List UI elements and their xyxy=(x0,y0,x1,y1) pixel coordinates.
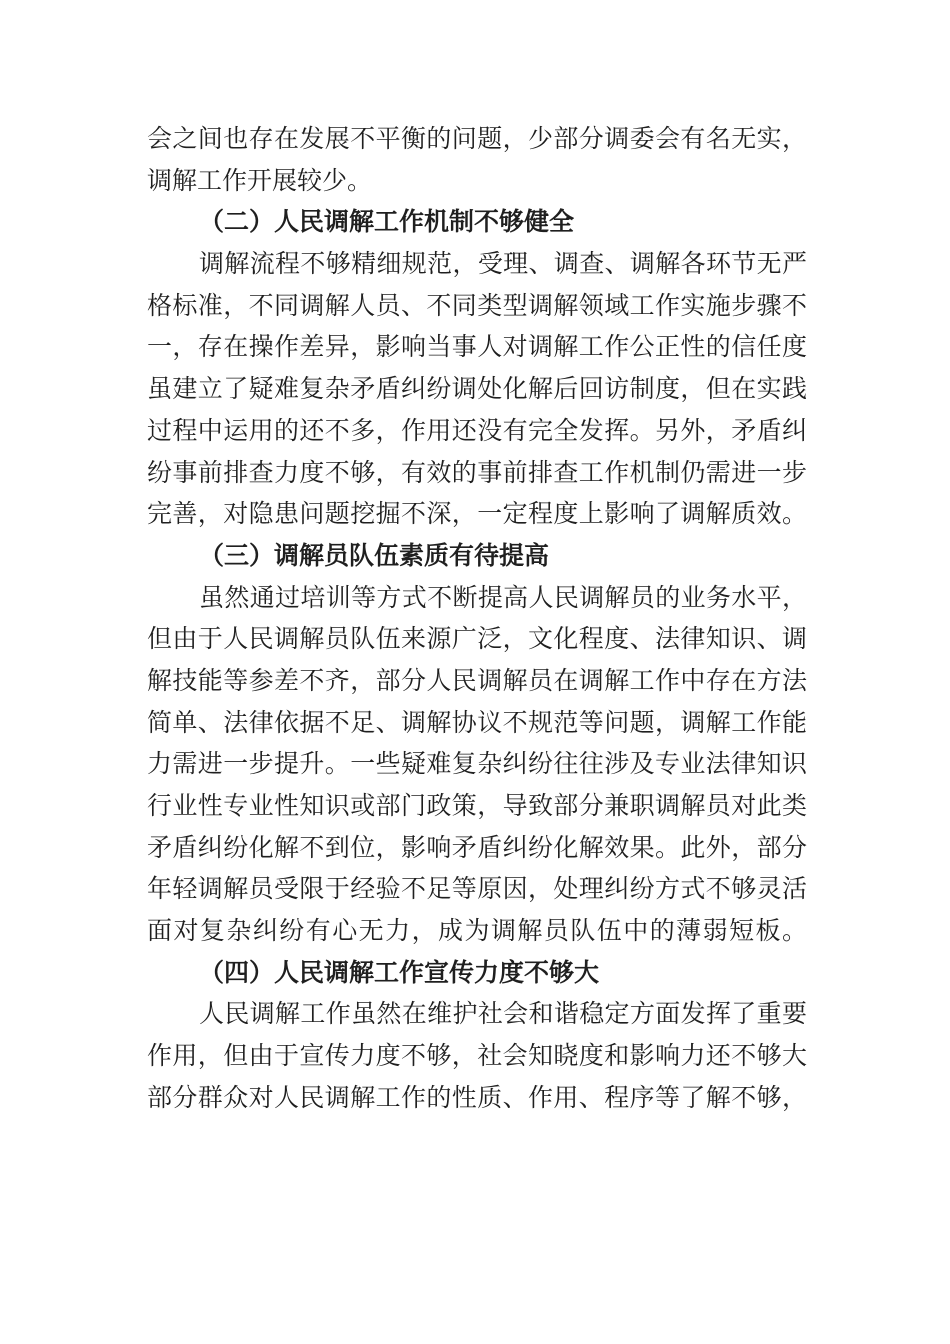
body-line: 会之间也存在发展不平衡的问题，少部分调委会有名无实， xyxy=(147,124,807,153)
body-line: 完善，对隐患问题挖掘不深，一定程度上影响了调解质效。 xyxy=(147,499,807,529)
body-line: 人民调解工作虽然在维护社会和谐稳定方面发挥了重要 xyxy=(199,999,807,1029)
section-heading: （三）调解员队伍素质有待提高 xyxy=(199,540,550,570)
body-line: 但由于人民调解员队伍来源广泛，文化程度、法律知识、调 xyxy=(147,624,807,654)
body-line: 作用，但由于宣传力度不够，社会知晓度和影响力还不够大 xyxy=(147,1041,807,1071)
body-line: 部分群众对人民调解工作的性质、作用、程序等了解不够， xyxy=(147,1082,807,1112)
body-line: 力需进一步提升。一些疑难复杂纠纷往往涉及专业法律知识 xyxy=(147,749,807,779)
body-line: 行业性专业性知识或部门政策，导致部分兼职调解员对此类 xyxy=(147,791,807,820)
body-line: 面对复杂纠纷有心无力，成为调解员队伍中的薄弱短板。 xyxy=(147,916,807,946)
body-line: 纷事前排查力度不够，有效的事前排查工作机制仍需进一步 xyxy=(147,457,807,487)
section-heading: （四）人民调解工作宣传力度不够大 xyxy=(199,957,600,987)
section-heading: （二）人民调解工作机制不够健全 xyxy=(199,207,575,237)
body-line: 调解工作开展较少。 xyxy=(147,165,373,195)
body-line: 过程中运用的还不多，作用还没有完全发挥。另外，矛盾纠 xyxy=(147,415,807,445)
body-line: 解技能等参差不齐，部分人民调解员在调解工作中存在方法 xyxy=(147,665,807,695)
body-line: 虽建立了疑难复杂矛盾纠纷调处化解后回访制度，但在实践 xyxy=(147,374,807,404)
body-line: 调解流程不够精细规范，受理、调查、调解各环节无严 xyxy=(199,249,807,279)
body-line: 格标准，不同调解人员、不同类型调解领域工作实施步骤不 xyxy=(147,290,807,320)
body-line: 虽然通过培训等方式不断提高人民调解员的业务水平， xyxy=(199,582,807,612)
document-body xyxy=(147,118,807,1119)
body-line: 一，存在操作差异，影响当事人对调解工作公正性的信任度 xyxy=(147,332,807,362)
body-line: 矛盾纠纷化解不到位，影响矛盾纠纷化解效果。此外，部分 xyxy=(147,832,807,862)
body-line: 年轻调解员受限于经验不足等原因，处理纠纷方式不够灵活 xyxy=(147,874,807,904)
body-line: 简单、法律依据不足、调解协议不规范等问题，调解工作能 xyxy=(147,707,807,737)
